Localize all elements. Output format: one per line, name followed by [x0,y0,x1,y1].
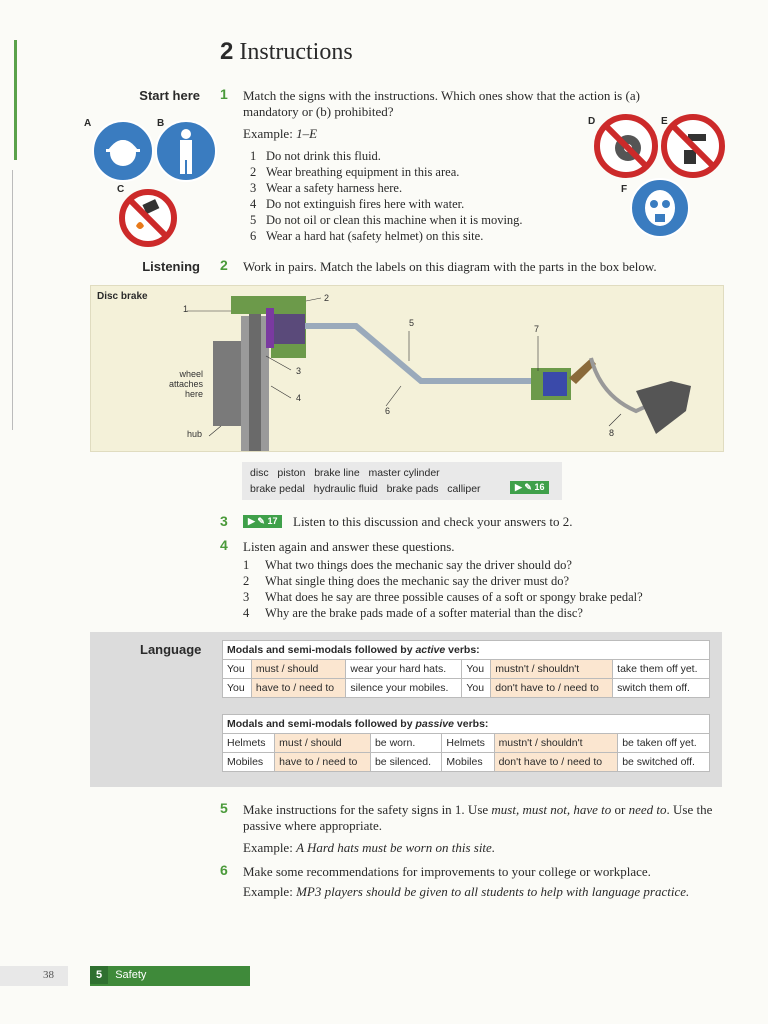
list-item: 2 What single thing does the mechanic say the driver must do? [243,574,570,588]
table-row: Helmets must / should be worn. Helmets mustn't / shouldn't be taken off yet. [223,734,710,753]
list-item: 3 Wear a safety harness here. [250,181,403,195]
list-item: 2 Wear breathing equipment in this area. [250,165,460,179]
ex5-text: Make instructions for the safety signs in 1. Use must, must not, have to or need to. Use the passive where appropriate. [243,802,713,833]
ex2-instruction: Work in pairs. Match the labels on this diagram with the parts in the box below. [243,259,657,274]
hub-label: hub [187,429,203,439]
passive-verbs-table [222,714,710,772]
page-number: 38 [43,969,54,981]
passive-table-header: Modals and semi-modals followed by passive verbs: [223,715,710,734]
diagram-label-6: 6 [385,406,391,416]
hard-hat-sign-icon [93,121,153,181]
language-panel [90,632,722,787]
list-item: 1 What two things does the mechanic say the driver should do? [243,558,572,572]
listening-label: Listening [142,259,200,274]
ex5-number: 5 [220,800,228,816]
diagram-label-3: 3 [296,366,302,376]
breathing-equipment-sign-icon [631,179,689,237]
list-item: 3 What does he say are three possible causes of a soft or spongy brake pedal? [243,590,643,604]
sign-letter-b: B [157,118,165,129]
list-item: 4 Do not extinguish fires here with water. [250,197,465,211]
table-row: You have to / need to silence your mobiles. You don't have to / need to switch them off. [223,679,710,698]
diagram-label-5: 5 [409,318,415,328]
example-answer: 1–E [296,126,318,141]
example-label: Example: [243,126,297,141]
word-box [242,462,562,500]
ex4-list [243,557,703,621]
ex3-text: Listen to this discussion and check your answers to 2. [293,514,573,529]
ex6-example: Example: MP3 players should be given to all students to help with language practice. [243,884,690,899]
footer-unit-number: 5 [90,966,108,984]
diagram-label-1: 1 [183,304,189,314]
ex4-number: 4 [220,537,228,553]
audio-track-17-button[interactable]: ▶ ✎ 17 [243,515,282,528]
word-box-line-2: brake pedal hydraulic fluid brake pads calliper [250,483,481,495]
no-water-sign-icon [122,192,174,244]
page-number-tab [0,966,68,986]
sign-letter-c: C [117,184,125,195]
wheel-attaches-label: wheel attaches here [168,369,203,399]
audio-track-16-button[interactable]: ▶ ✎ 16 [510,481,549,494]
active-table-header: Modals and semi-modals followed by active verbs: [223,641,710,660]
title-text: Instructions [239,39,353,65]
no-oil-machine-sign-icon [597,117,655,175]
ex1-number: 1 [220,86,228,102]
diagram-label-4: 4 [296,393,302,403]
ex1-instruction: Match the signs with the instructions. Which ones show that the action is (a) mandatory or (b) prohibited? [243,88,640,119]
ex6-text: Make some recommendations for improvements to your college or workplace. [243,864,651,879]
table-row: You must / should wear your hard hats. You mustn't / shouldn't take them off yet. [223,660,710,679]
ex6-number: 6 [220,862,228,878]
sign-letter-f: F [621,184,628,195]
table-row: Mobiles have to / need to be silenced. Mobiles don't have to / need to be switched off. [223,753,710,772]
language-label: Language [140,642,202,657]
margin-rule [14,40,17,160]
list-item: 6 Wear a hard hat (safety helmet) on this site. [250,229,484,243]
ex2-number: 2 [220,257,228,273]
diagram-label-2: 2 [324,293,330,303]
diagram-label-7: 7 [534,324,540,334]
diagram-label-8: 8 [609,428,615,438]
list-item: 5 Do not oil or clean this machine when it is moving. [250,213,523,227]
sign-letter-d: D [588,116,596,127]
diagram-title: Disc brake [97,291,148,302]
list-item: 4 Why are the brake pads made of a softer material than the disc? [243,606,583,620]
sign-letter-e: E [661,116,668,127]
signs-right-group [594,112,729,247]
active-verbs-table [222,640,710,698]
ex5-example: Example: A Hard hats must be worn on this site. [243,840,496,855]
ex4-text: Listen again and answer these questions. [243,539,455,554]
sign-letter-a: A [84,118,92,129]
list-item: 1 Do not drink this fluid. [250,149,381,163]
ex1-example [243,126,317,142]
unit-number: 2 [220,38,234,65]
footer-unit-title: Safety [115,969,147,981]
disc-brake-diagram [90,285,724,452]
ex1-list [250,148,570,244]
unit-footer-bar [90,966,250,986]
ex3-number: 3 [220,513,228,529]
signs-left-group [90,118,220,248]
word-box-line-1: disc piston brake line master cylinder [250,467,440,479]
page-title [220,38,353,66]
margin-rule-thin [12,170,13,430]
no-drinking-sign-icon [664,117,722,175]
safety-harness-sign-icon [156,121,216,181]
start-here-label: Start here [139,88,200,103]
